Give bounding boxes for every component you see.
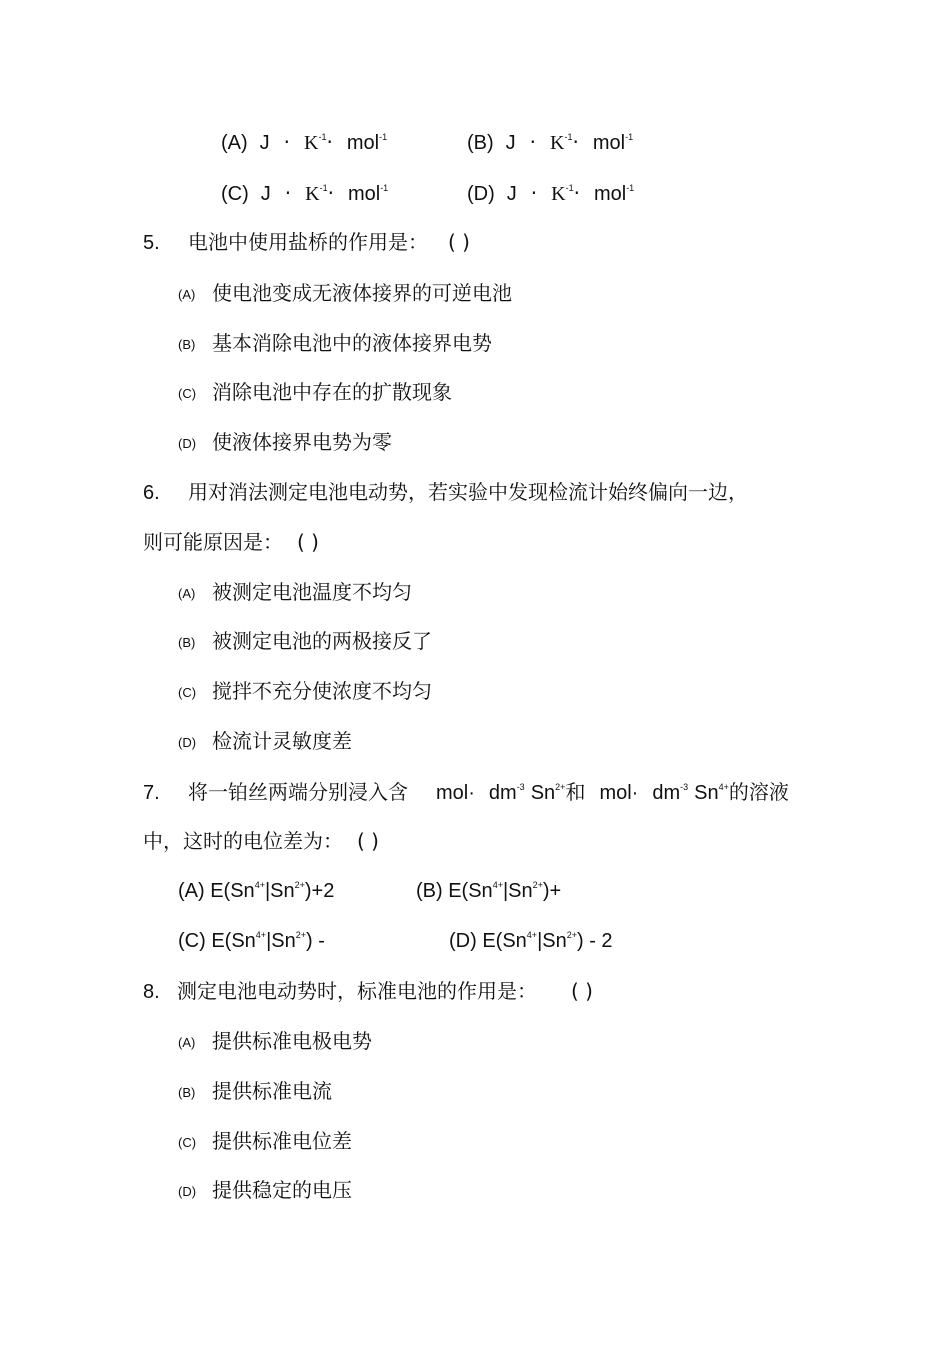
option-text: |Sn <box>264 880 295 902</box>
question-text: 电池中使用盐桥的作用是： <box>188 230 428 254</box>
question-text: 和 <box>565 780 586 804</box>
q6-option-c <box>178 679 432 705</box>
option-letter: (B) <box>178 635 196 650</box>
question-6 <box>143 480 748 505</box>
option-letter: (C) <box>178 386 197 401</box>
q6-option-b <box>178 629 432 655</box>
answer-blank: ( ) <box>357 829 379 853</box>
unit-joule: J <box>259 132 270 154</box>
unit-dot: · <box>530 181 538 205</box>
option-letter: (C) <box>178 1135 197 1150</box>
q8-option-c <box>178 1129 352 1155</box>
option-text: |Sn <box>266 930 296 952</box>
question-text: 测定电池电动势时，标准电池的作用是： <box>177 979 537 1003</box>
unit-option-c <box>221 181 388 206</box>
option-text: 提供稳定的电压 <box>212 1178 352 1202</box>
unit-joule: J <box>260 183 271 205</box>
unit-joule: J <box>506 183 517 205</box>
option-text: ) - 2 <box>577 930 613 952</box>
unit-dot: · <box>327 181 334 205</box>
ion-charge: 2+ <box>566 930 577 940</box>
question-text: 用对消法测定电池电动势，若实验中发现检流计始终偏向一边， <box>188 480 748 504</box>
option-text: 搅拌不充分使浓度不均匀 <box>212 679 432 703</box>
option-text: (B) E(Sn <box>416 880 493 902</box>
option-text: 提供标准电流 <box>212 1079 332 1103</box>
option-text: 提供标准电位差 <box>212 1129 352 1153</box>
option-text: (D) E(Sn <box>449 930 527 952</box>
question-5 <box>143 230 470 255</box>
option-text: |Sn <box>502 880 533 902</box>
question-number: 5. <box>143 232 160 254</box>
question-number: 8. <box>143 981 160 1003</box>
ion-charge: 4+ <box>255 930 267 940</box>
question-number: 7. <box>143 782 160 804</box>
q6-option-d <box>178 729 352 755</box>
question-6-continued <box>143 530 319 554</box>
unit-exponent: -1 <box>626 183 635 193</box>
unit-kelvin: K <box>304 132 319 154</box>
option-letter: (A) <box>178 586 196 601</box>
ion-charge: 2+ <box>295 930 306 940</box>
q7-option-c <box>178 929 325 953</box>
q7-option-a <box>178 879 334 903</box>
unit-exponent: -3 <box>680 782 689 792</box>
unit-joule: J <box>505 132 516 154</box>
unit-option-b <box>467 130 633 155</box>
option-text: 使液体接界电势为零 <box>212 430 392 454</box>
option-letter: (C) <box>178 685 197 700</box>
ion-charge: 2+ <box>532 880 543 890</box>
unit-option-a <box>221 130 387 155</box>
answer-blank: ( ) <box>297 530 319 554</box>
option-letter: (D) <box>178 735 197 750</box>
q8-option-d <box>178 1178 352 1204</box>
option-text: 被测定电池的两极接反了 <box>212 629 432 653</box>
option-letter: (B) <box>467 132 494 154</box>
q7-option-b <box>416 879 561 903</box>
unit-exponent: -1 <box>380 183 389 193</box>
q5-option-d <box>178 430 392 456</box>
option-text: 使电池变成无液体接界的可逆电池 <box>212 281 512 305</box>
q5-option-a <box>178 281 512 307</box>
unit-kelvin: K <box>551 183 566 205</box>
option-text: (A) E(Sn <box>178 880 255 902</box>
option-text: )+2 <box>304 880 335 902</box>
option-text: 提供标准电极电势 <box>212 1029 372 1053</box>
option-letter: (C) <box>221 183 249 205</box>
option-text: )+ <box>542 880 562 902</box>
question-7-continued <box>143 829 379 853</box>
option-text: 被测定电池温度不均匀 <box>212 580 412 604</box>
question-text: 中，这时的电位差为： <box>143 829 343 853</box>
tin-ion: Sn <box>694 782 719 804</box>
question-8 <box>143 979 593 1004</box>
q6-option-a <box>178 580 412 606</box>
unit-dm: dm <box>652 782 681 804</box>
q8-option-b <box>178 1079 332 1105</box>
option-text: |Sn <box>537 930 567 952</box>
ion-charge: 2+ <box>294 880 305 890</box>
question-7 <box>143 780 789 805</box>
option-text: ) - <box>306 930 325 952</box>
unit-mol: mol· <box>599 782 639 804</box>
unit-mol: mol· <box>436 782 475 804</box>
unit-dm: dm <box>488 782 517 804</box>
answer-blank: ( ) <box>571 979 593 1003</box>
unit-exponent: -1 <box>565 183 574 193</box>
option-letter: (D) <box>178 436 197 451</box>
unit-kelvin: K <box>550 132 565 154</box>
question-number: 6. <box>143 482 160 504</box>
unit-dot: · <box>284 181 292 205</box>
option-letter: (A) <box>178 1035 196 1050</box>
option-letter: (D) <box>178 1184 197 1199</box>
option-text: (C) E(Sn <box>178 930 256 952</box>
q7-option-d <box>449 929 613 953</box>
unit-exponent: -1 <box>625 132 634 142</box>
unit-option-d <box>467 181 634 206</box>
unit-mol: mol <box>592 132 626 154</box>
unit-exponent: -1 <box>564 132 573 142</box>
option-text: 检流计灵敏度差 <box>212 729 352 753</box>
q5-option-c <box>178 380 452 406</box>
option-letter: (A) <box>221 132 248 154</box>
question-text: 则可能原因是： <box>143 530 283 554</box>
option-letter: (A) <box>178 287 196 302</box>
unit-exponent: -1 <box>319 183 328 193</box>
ion-charge: 4+ <box>526 930 538 940</box>
question-text: 的溶液 <box>728 780 789 804</box>
q5-option-b <box>178 331 492 357</box>
option-text: 基本消除电池中的液体接界电势 <box>212 331 492 355</box>
unit-mol: mol <box>346 132 380 154</box>
question-text: 将一铂丝两端分别浸入含 <box>188 780 408 804</box>
unit-dot: · <box>326 130 333 154</box>
answer-blank: ( ) <box>448 230 470 254</box>
unit-dot: · <box>283 130 291 154</box>
unit-dot: · <box>572 130 579 154</box>
option-letter: (D) <box>467 183 495 205</box>
ion-charge: 4+ <box>254 880 265 890</box>
tin-ion: Sn <box>530 782 556 804</box>
ion-charge: 2+ <box>555 782 566 792</box>
ion-charge: 4+ <box>718 782 729 792</box>
unit-exponent: -1 <box>318 132 327 142</box>
unit-dot: · <box>573 181 580 205</box>
option-letter: (B) <box>178 337 196 352</box>
unit-mol: mol <box>347 183 381 205</box>
unit-mol: mol <box>593 183 627 205</box>
unit-exponent: -3 <box>516 782 525 792</box>
unit-kelvin: K <box>305 183 320 205</box>
option-text: 消除电池中存在的扩散现象 <box>212 380 452 404</box>
unit-dot: · <box>529 130 537 154</box>
q8-option-a <box>178 1029 372 1055</box>
ion-charge: 4+ <box>492 880 503 890</box>
option-letter: (B) <box>178 1085 196 1100</box>
unit-exponent: -1 <box>379 132 388 142</box>
